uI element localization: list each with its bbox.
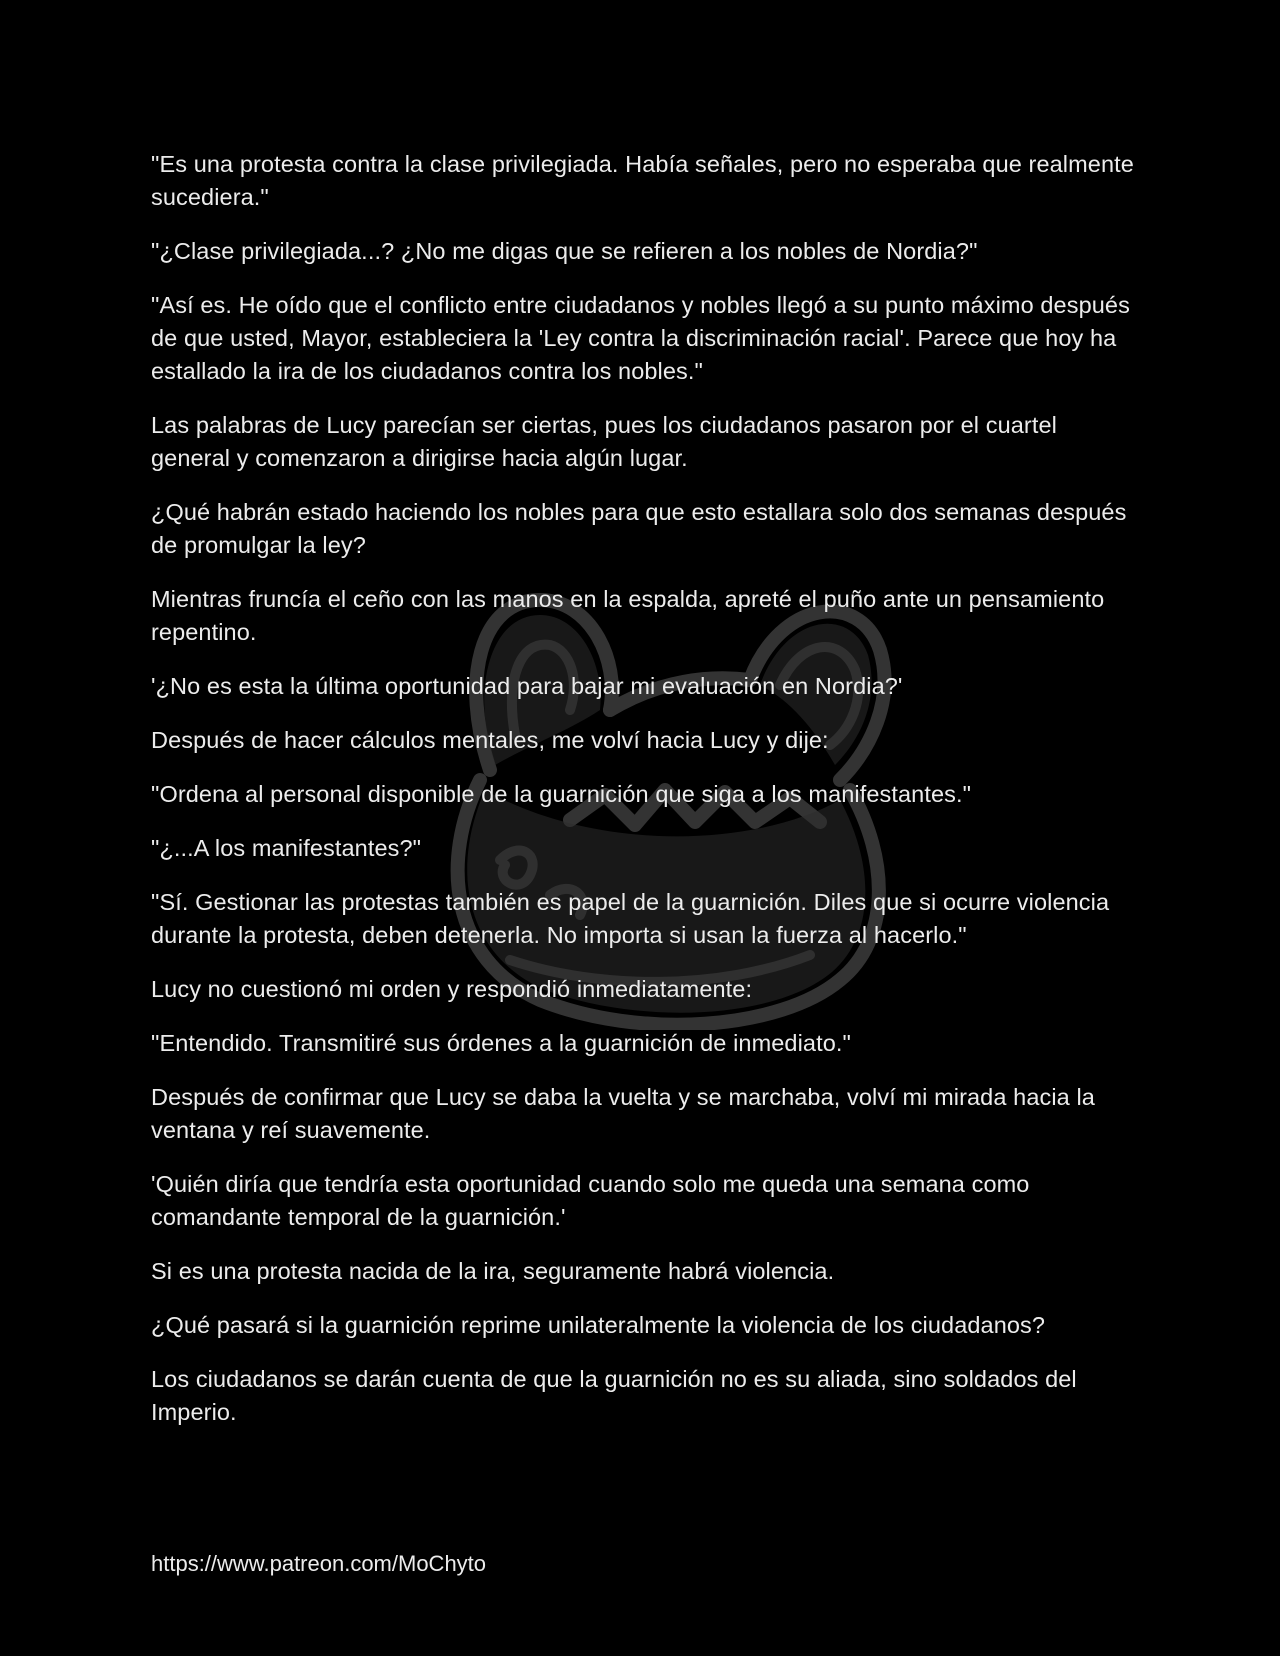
paragraph: "Entendido. Transmitiré sus órdenes a la guarnición de inmediato.": [151, 1030, 851, 1056]
paragraph: Después de confirmar que Lucy se daba la vuelta y se marchaba, volví mi mirada hacia la ventana y reí suavemente.: [151, 1084, 1095, 1143]
paragraph: Las palabras de Lucy parecían ser ciertas, pues los ciudadanos pasaron por el cuartel general y comenzaron a dirigirse hacia algún lugar.: [151, 412, 1057, 471]
paragraph: Lucy no cuestionó mi orden y respondió inmediatamente:: [151, 976, 753, 1002]
paragraph: "Así es. He oído que el conflicto entre ciudadanos y nobles llegó a su punto máximo después de que usted, Mayor, estableciera la 'Ley contra la discriminación racial'. Parece que hoy ha estallado la ira de los ciudadanos contra los nobles.": [151, 292, 1130, 384]
patreon-link[interactable]: https://www.patreon.com/MoChyto: [151, 1551, 487, 1576]
paragraph: "¿...A los manifestantes?": [151, 835, 422, 861]
paragraph: Si es una protesta nacida de la ira, seguramente habrá violencia.: [151, 1258, 835, 1284]
paragraph: "Ordena al personal disponible de la guarnición que siga a los manifestantes.": [151, 781, 972, 807]
paragraph: 'Quién diría que tendría esta oportunidad cuando solo me queda una semana como comandante temporal de la guarnición.': [151, 1171, 1030, 1230]
paragraph: "¿Clase privilegiada...? ¿No me digas que se refieren a los nobles de Nordia?": [151, 238, 978, 264]
paragraph: "Sí. Gestionar las protestas también es papel de la guarnición. Diles que si ocurre violencia durante la protesta, deben detenerla. No importa si usan la fuerza al hacerlo.": [151, 889, 1110, 948]
paragraph: Después de hacer cálculos mentales, me volví hacia Lucy y dije:: [151, 727, 829, 753]
paragraph: ¿Qué habrán estado haciendo los nobles para que esto estallara solo dos semanas después de promulgar la ley?: [151, 499, 1127, 558]
paragraph: Los ciudadanos se darán cuenta de que la guarnición no es su aliada, sino soldados del Imperio.: [151, 1366, 1077, 1425]
paragraph: Mientras fruncía el ceño con las manos en la espalda, apreté el puño ante un pensamiento repentino.: [151, 586, 1105, 645]
paragraph: ¿Qué pasará si la guarnición reprime unilateralmente la violencia de los ciudadanos?: [151, 1312, 1046, 1338]
paragraph: "Es una protesta contra la clase privilegiada. Había señales, pero no esperaba que realmente sucediera.": [151, 151, 1134, 210]
paragraph: '¿No es esta la última oportunidad para bajar mi evaluación en Nordia?': [151, 673, 903, 699]
document-body: [151, 148, 1136, 1450]
